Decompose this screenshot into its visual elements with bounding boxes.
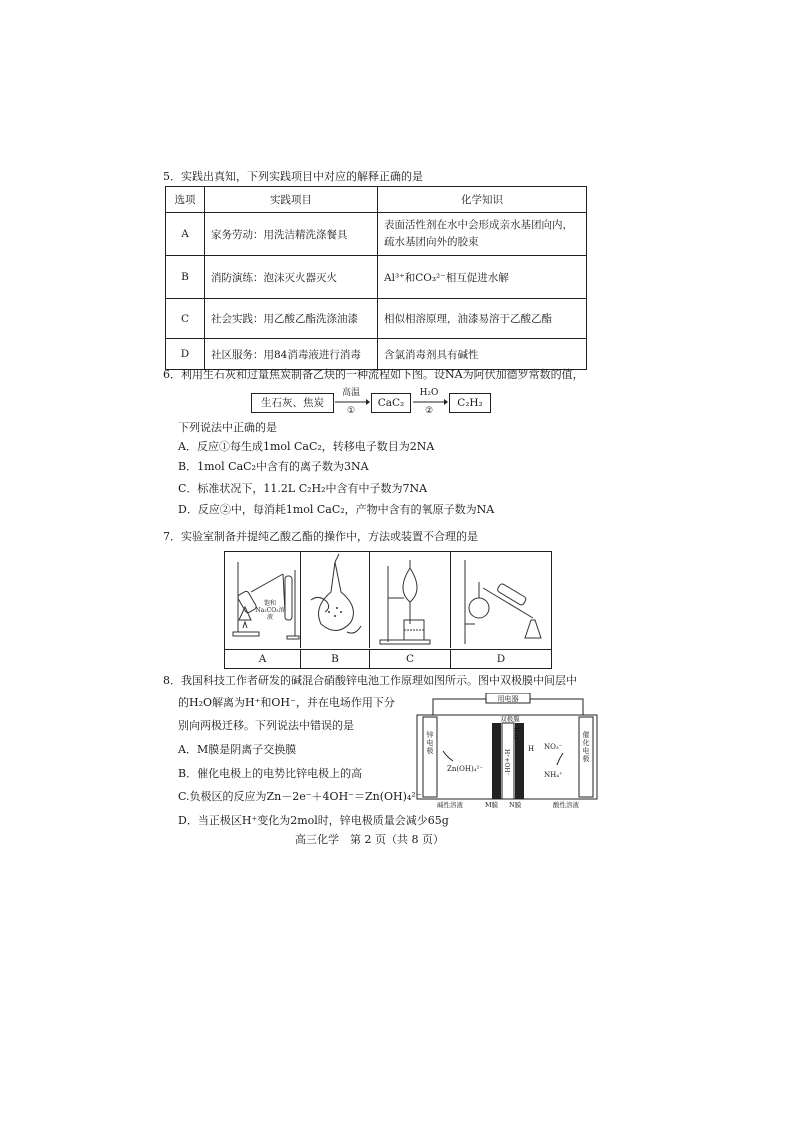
zinc-electrode-label: 锌电极: [426, 731, 434, 755]
alkaline-solution-label: 碱性溶液: [437, 801, 463, 809]
zincate-label: Zn(OH)₄²⁻: [447, 765, 483, 773]
nitrate-label: NO₃⁻: [544, 743, 563, 751]
label-b: B: [301, 649, 370, 668]
apparatus-d: [451, 552, 551, 648]
q7-stem: 7．实验室制备并提纯乙酸乙酯的操作中，方法或装置不合理的是: [163, 530, 478, 543]
appliance-label: 用电器: [497, 695, 519, 703]
q8-option-d: D．当正极区H⁺变化为2mol时，锌电极质量会减少65g: [178, 814, 449, 827]
q8-option-c: C.负极区的反应为Zn－2e⁻＋4OH⁻＝Zn(OH)₄²⁻: [178, 790, 422, 803]
row-option: A: [166, 213, 205, 256]
row-project: 消防演练：泡沫灭火器灭火: [205, 256, 378, 299]
page-footer: 高三化学 第 2 页（共 8 页）: [295, 833, 444, 846]
q5-stem: 5．实践出真知，下列实践项目中对应的解释正确的是: [163, 170, 423, 183]
row-option: C: [166, 299, 205, 339]
battery-diagram: [413, 693, 603, 808]
q8-stem-line1: 8．我国科技工作者研发的碱混合硝酸锌电池工作原理如图所示。图中双极膜中间层中: [163, 674, 577, 687]
q6-option-d: D．反应②中，每消耗1mol CaC₂，产物中含有的氧原子数为NA: [178, 503, 495, 516]
header-project: 实践项目: [205, 187, 378, 213]
flow-arrow1-bottom: ①: [346, 406, 356, 416]
apparatus-a: [225, 552, 301, 648]
catalytic-electrode-label: 催化电极: [582, 731, 590, 763]
ammonium-label: NH₄⁺: [544, 771, 563, 779]
flow-box-c2h2: C₂H₂: [449, 393, 491, 413]
q6-option-a: A．反应①每生成1mol CaC₂，转移电子数目为2NA: [178, 440, 435, 453]
label-d: D: [451, 649, 551, 668]
flow-arrow2-bottom: ②: [424, 406, 434, 416]
flow-arrow2: [412, 398, 448, 406]
distillation-condenser-icon: [451, 552, 551, 648]
label-a: A: [225, 649, 301, 668]
table-row: [166, 256, 587, 299]
row-knowledge: 相似相溶原理，油漆易溶于乙酸乙酯: [378, 299, 587, 339]
table-header-row: [166, 187, 587, 213]
flow-arrow1-top: 高温: [341, 388, 360, 398]
n-membrane-label: N膜: [509, 801, 522, 809]
q8-stem-line2: 的H₂O解离为H⁺和OH⁻，并在电场作用下分: [178, 696, 395, 709]
q7-apparatus-table: [224, 551, 552, 669]
apparatus-c: [370, 552, 451, 648]
q8-option-a: A．M膜是阴离子交换膜: [178, 743, 297, 756]
q6-option-c: C．标准状况下，11.2L C₂H₂中含有中子数为7NA: [178, 482, 428, 495]
row-knowledge: 含氯消毒剂具有碱性: [378, 339, 587, 370]
row-project: 社区服务：用84消毒液进行消毒: [205, 339, 378, 370]
row-option: B: [166, 256, 205, 299]
h-label: H: [528, 745, 535, 753]
row-project: 家务劳动：用洗洁精洗涤餐具: [205, 213, 378, 256]
water-label: H₂O: [512, 727, 519, 740]
flow-box-reactants: 生石灰、焦炭: [251, 393, 334, 413]
bipolar-membrane-label: 双极膜: [500, 715, 520, 723]
row-option: D: [166, 339, 205, 370]
flow-arrow2-top: H₂O: [419, 388, 439, 398]
flow-arrow1: [334, 398, 370, 406]
header-option: 选项: [166, 187, 205, 213]
row-knowledge: 表面活性剂在水中会形成亲水基团向内，疏水基团向外的胶束: [378, 213, 587, 256]
table-row: [166, 213, 587, 256]
ion-split-label: H⁺+OH⁻: [503, 749, 510, 776]
row-knowledge: Al³⁺和CO₃²⁻相互促进水解: [378, 256, 587, 299]
apparatus-b: [301, 552, 370, 648]
m-membrane-label: M膜: [485, 801, 499, 809]
separatory-funnel-icon: [370, 552, 450, 648]
q6-option-b: B．1mol CaC₂中含有的离子数为3NA: [178, 460, 369, 473]
q8-stem-line3: 别向两极迁移。下列说法中错误的是: [178, 719, 354, 732]
header-knowledge: 化学知识: [378, 187, 587, 213]
row-project: 社会实践：用乙酸乙酯洗涤油漆: [205, 299, 378, 339]
separatory-shaking-icon: [301, 552, 369, 648]
table-row: [166, 339, 587, 370]
table-row: [166, 299, 587, 339]
acidic-solution-label: 酸性溶液: [553, 801, 579, 809]
q5-table: [165, 186, 587, 370]
q6-prompt: 下列说法中正确的是: [178, 421, 277, 434]
q8-option-b: B．催化电极上的电势比锌电极上的高: [178, 767, 363, 780]
q6-stem: 6．利用生石灰和过量焦炭制备乙炔的一种流程如下图。设NA为阿伏加德罗常数的值，: [163, 368, 584, 381]
flow-box-cac2: CaC₂: [371, 393, 411, 413]
label-c: C: [370, 649, 451, 668]
tube-label: 饱和Na₂CO₃溶液: [255, 600, 285, 621]
